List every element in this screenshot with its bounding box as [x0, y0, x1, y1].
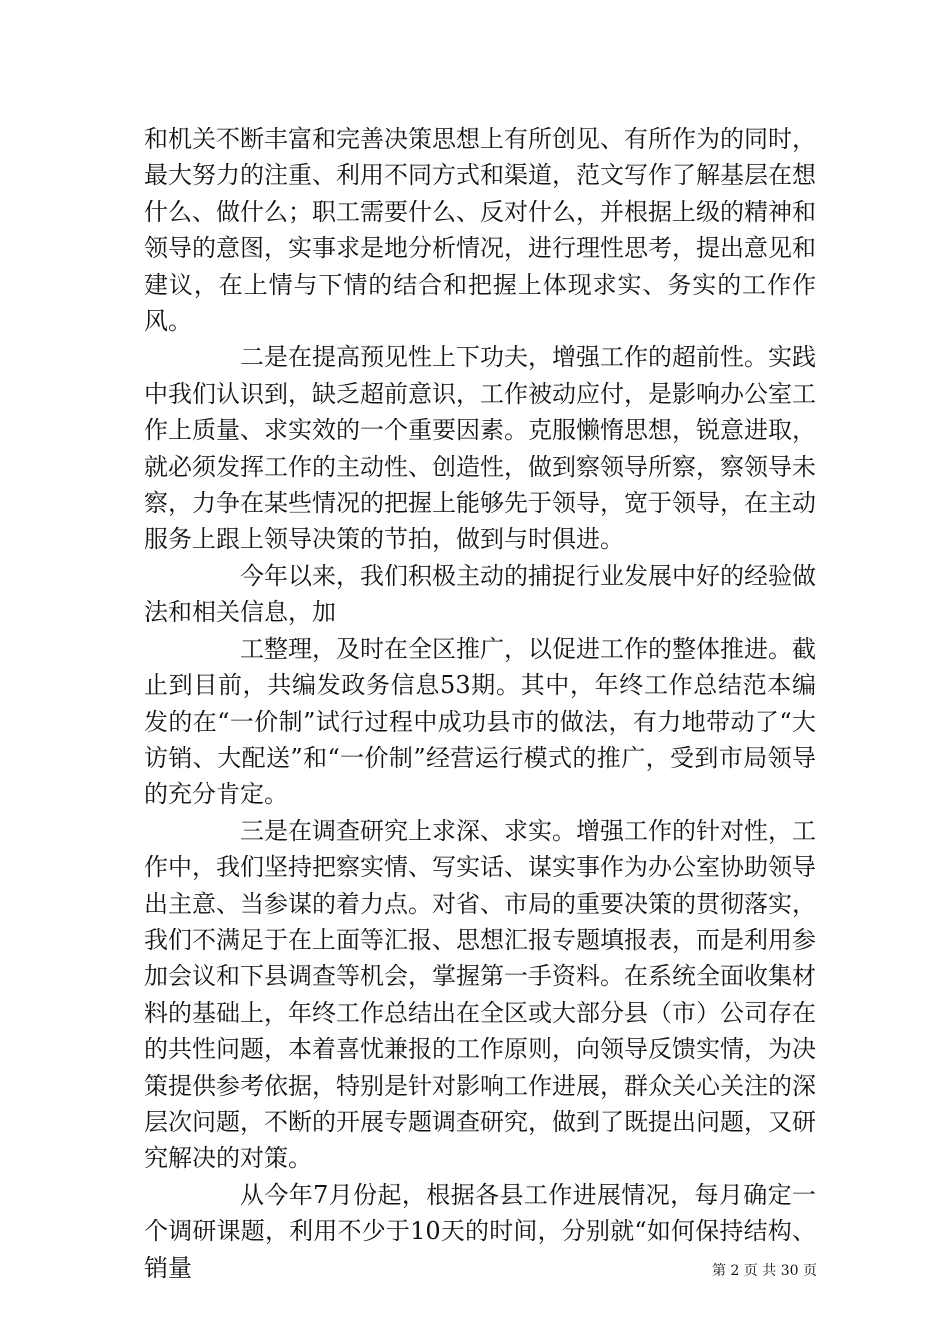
paragraph-3: 今年以来，我们积极主动的捕捉行业发展中好的经验做法和相关信息，加	[144, 561, 816, 627]
paragraph-5: 三是在调查研究上求深、求实。增强工作的针对性，工作中，我们坚持把察实情、写实话、谋实事作为办公室协助领导出主意、当参谋的着力点。对省、市局的重要决策的贯彻落实，我们不满足于在上面等汇报、思想汇报专题填报表，而是利用参加会议和下县调查等机会，掌握第一手资料。在系统全面收集材料的基础上，年终工作总结出在全区或大部分县（市）公司存在的共性问题，本着喜忧兼报的工作原则，向领导反馈实情，为决策提供参考依据，特别是针对影响工作进展，群众关心关注的深层次问题，不断的开展专题调查研究，做到了既提出问题，又研究解决的对策。	[144, 816, 816, 1173]
paragraph-2: 二是在提高预见性上下功夫，增强工作的超前性。实践中我们认识到，缺乏超前意识，工作被动应付，是影响办公室工作上质量、求实效的一个重要因素。克服懒惰思想，锐意进取，就必须发挥工作的主动性、创造性，做到察领导所察，察领导未察，力争在某些情况的把握上能够先于领导，宽于领导，在主动服务上跟上领导决策的节拍，做到与时俱进。	[144, 343, 816, 554]
paragraph-6: 从今年7月份起，根据各县工作进展情况，每月确定一个调研课题，利用不少于10天的时间，分别就“如何保持结构、销量	[144, 1180, 816, 1282]
paragraph-4: 工整理，及时在全区推广，以促进工作的整体推进。截止到目前，共编发政务信息53期。其中，年终工作总结范本编发的在“一价制”试行过程中成功县市的做法，有力地带动了“大访销、大配送”和“一价制”经营运行模式的推广，受到市局领导的充分肯定。	[144, 634, 816, 809]
page-number: 第 2 页 共 30 页	[712, 1263, 817, 1279]
document-body	[144, 121, 816, 1286]
paragraph-1: 和机关不断丰富和完善决策思想上有所创见、有所作为的同时，最大努力的注重、利用不同方式和渠道，范文写作了解基层在想什么、做什么；职工需要什么、反对什么，并根据上级的精神和领导的意图，实事求是地分析情况，进行理性思考，提出意见和建议，在上情与下情的结合和把握上体现求实、务实的工作作风。	[144, 125, 816, 336]
